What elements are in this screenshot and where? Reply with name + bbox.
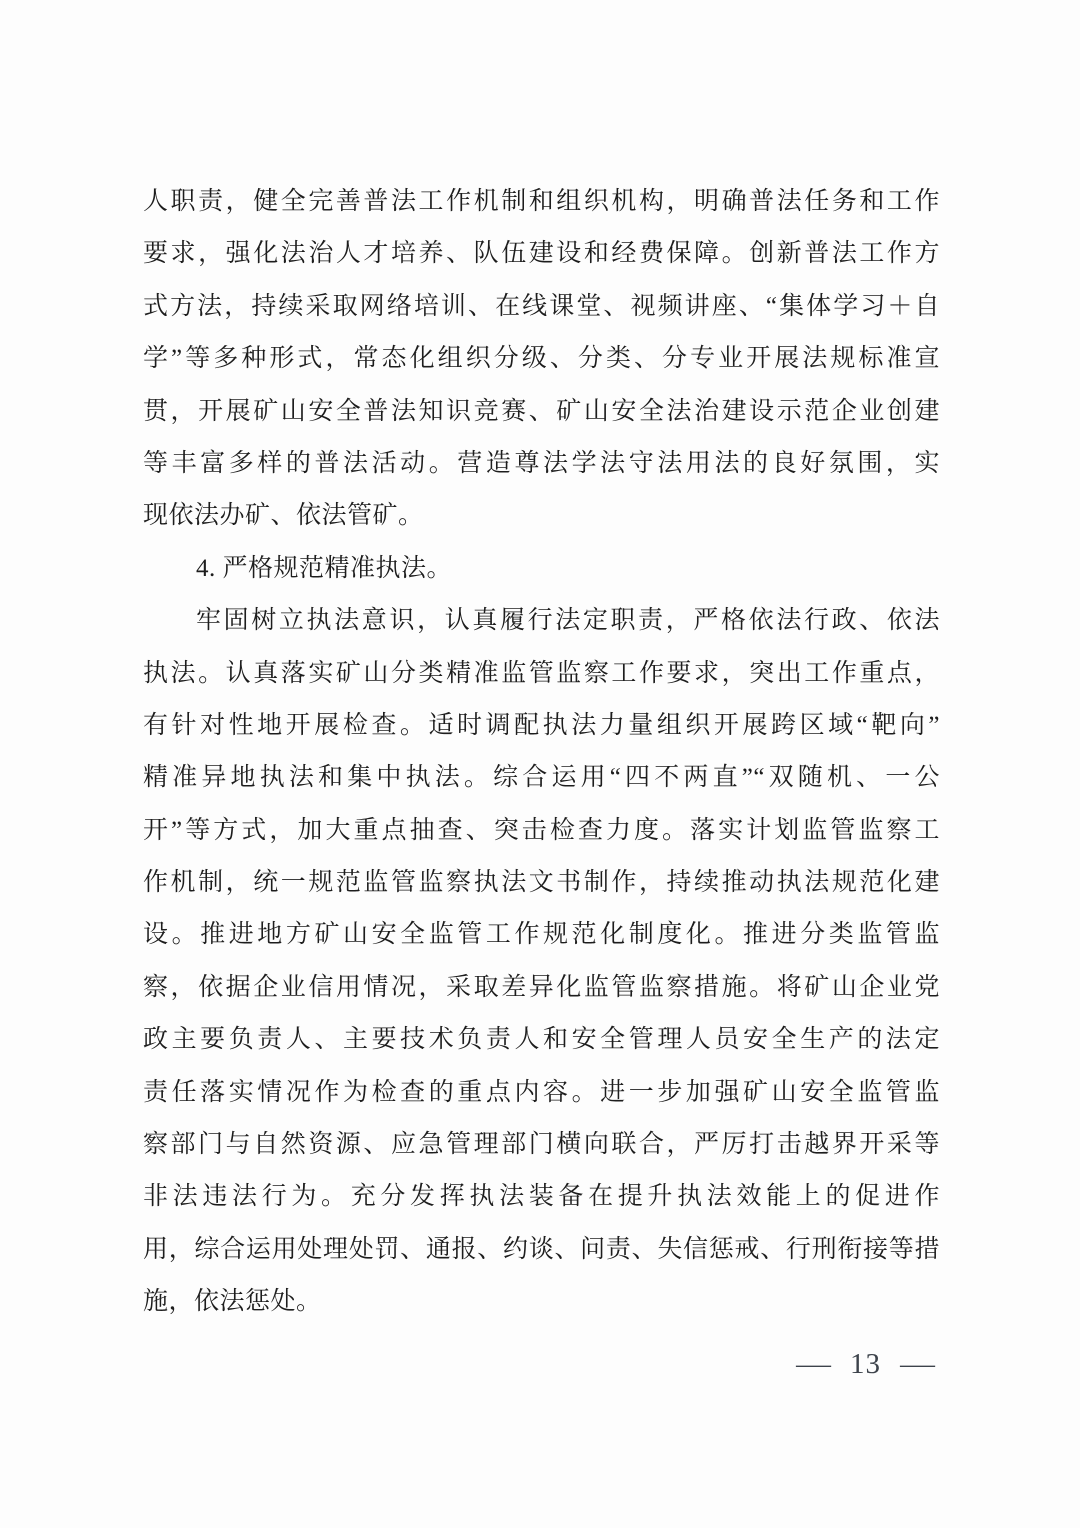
page-number-value: 13 [850,1348,881,1380]
text-line: 精准异地执法和集中执法。综合运用“四不两直”“双随机、一公 [143,764,940,792]
text-line: 察，依据企业信用情况，采取差异化监管监察措施。将矿山企业党 [143,973,940,1001]
text-line: 现依法办矿、依法管矿。 [143,502,424,530]
page-number [796,1348,935,1381]
text-line: 学”等多种形式，常态化组织分级、分类、分专业开展法规标准宣 [143,345,940,373]
text-line: 贯，开展矿山安全普法知识竞赛、矿山安全法治建设示范企业创建 [143,397,940,425]
text-line: 有针对性地开展检查。适时调配执法力量组织开展跨区域“靶向” [143,711,940,739]
text-line: 开”等方式，加大重点抽查、突击检查力度。落实计划监管监察工 [143,816,940,844]
text-line: 要求，强化法治人才培养、队伍建设和经费保障。创新普法工作方 [143,240,940,268]
text-line: 设。推进地方矿山安全监管工作规范化制度化。推进分类监管监 [143,921,940,949]
text-line: 等丰富多样的普法活动。营造尊法学法守法用法的良好氛围，实 [143,449,940,477]
page-number-dash-left: — [796,1348,831,1380]
text-line: 作机制，统一规范监管监察执法文书制作，持续推动执法规范化建 [143,869,940,897]
document-body [143,176,940,1329]
text-line: 人职责，健全完善普法工作机制和组织机构，明确普法任务和工作 [143,188,940,215]
text-line: 施，依法惩处。 [143,1288,322,1316]
text-line: 式方法，持续采取网络培训、在线课堂、视频讲座、“集体学习＋自 [143,292,940,320]
section-heading: 4. 严格规范精准执法。 [196,554,453,582]
page-number-dash-right: — [900,1348,935,1380]
text-line: 政主要负责人、主要技术负责人和安全管理人员安全生产的法定 [143,1026,940,1054]
text-line: 执法。认真落实矿山分类精准监管监察工作要求，突出工作重点， [143,659,940,687]
text-line: 察部门与自然资源、应急管理部门横向联合，严厉打击越界开采等 [143,1131,940,1159]
text-line: 非法违法行为。充分发挥执法装备在提升执法效能上的促进作 [143,1183,940,1211]
text-line: 牢固树立执法意识，认真履行法定职责，严格依法行政、依法 [196,607,940,635]
text-line: 责任落实情况作为检查的重点内容。进一步加强矿山安全监管监 [143,1078,940,1106]
text-line: 用，综合运用处理处罚、通报、约谈、问责、失信惩戒、行刑衔接等措 [143,1235,940,1263]
